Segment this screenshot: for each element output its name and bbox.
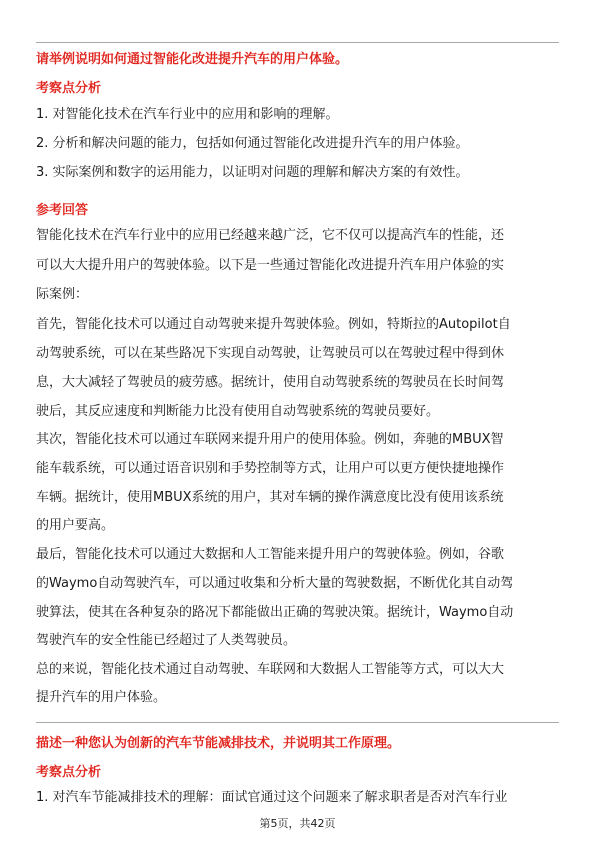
answer-line: 首先，智能化技术可以通过自动驾驶来提升驾驶体验。例如，特斯拉的Autopilot自 [36, 317, 511, 332]
question-divider [36, 722, 559, 723]
answer-line: 动驾驶系统，可以在某些路况下实现自动驾驶，让驾驶员可以在驾驶过程中得到休 [36, 346, 505, 361]
page-number: 第5页，共42页 [259, 817, 336, 830]
answer-line: 的Waymo自动驾驶汽车，可以通过收集和分析大量的驾驶数据，不断优化其自动驾 [36, 576, 514, 591]
answer-line: 的用户要高。 [36, 518, 115, 533]
q1-analysis-item: 1. 对智能化技术在汽车行业中的应用和影响的理解。 [36, 107, 339, 122]
question-1-title: 请举例说明如何通过智能化改进提升汽车的用户体验。 [36, 52, 349, 67]
answer-line: 能车载系统，可以通过语音识别和手势控制等方式，让用户可以更方便快捷地操作 [36, 461, 505, 476]
answer-line: 车辆。据统计，使用MBUX系统的用户，其对车辆的操作满意度比没有使用该系统 [36, 490, 504, 505]
answer-line: 提升汽车的用户体验。 [36, 690, 167, 705]
answer-line: 息，大大减轻了驾驶员的疲劳感。据统计，使用自动驾驶系统的驾驶员在长时间驾 [36, 375, 505, 390]
q2-analysis-item: 1. 对汽车节能减排技术的理解：面试官通过这个问题来了解求职者是否对汽车行业 [36, 790, 508, 805]
q1-analysis-item: 3. 实际案例和数字的运用能力，以证明对问题的理解和解决方案的有效性。 [36, 165, 469, 180]
q2-analysis-heading: 考察点分析 [36, 765, 102, 780]
answer-line: 驾驶汽车的安全性能已经超过了人类驾驶员。 [36, 633, 297, 648]
q1-analysis-heading: 考察点分析 [36, 81, 102, 96]
answer-line: 最后，智能化技术可以通过大数据和人工智能来提升用户的驾驶体验。例如，谷歌 [36, 547, 505, 562]
top-divider [36, 42, 559, 43]
q1-analysis-item: 2. 分析和解决问题的能力，包括如何通过智能化改进提升汽车的用户体验。 [36, 136, 469, 151]
q1-answer-heading: 参考回答 [36, 203, 89, 218]
question-2-title: 描述一种您认为创新的汽车节能减排技术，并说明其工作原理。 [36, 736, 401, 751]
answer-line: 可以大大提升用户的驾驶体验。以下是一些通过智能化改进提升汽车用户体验的实 [36, 258, 505, 273]
answer-line: 总的来说，智能化技术通过自动驾驶、车联网和大数据人工智能等方式，可以大大 [36, 662, 505, 677]
answer-line: 其次，智能化技术可以通过车联网来提升用户的使用体验。例如，奔驰的MBUX智 [36, 432, 504, 447]
answer-line: 驶后，其反应速度和判断能力比没有使用自动驾驶系统的驾驶员要好。 [36, 404, 440, 419]
answer-line: 际案例： [36, 287, 89, 302]
answer-line: 智能化技术在汽车行业中的应用已经越来越广泛，它不仅可以提高汽车的性能，还 [36, 228, 505, 243]
answer-line: 驶算法，使其在各种复杂的路况下都能做出正确的驾驶决策。据统计，Waymo自动 [36, 605, 514, 620]
